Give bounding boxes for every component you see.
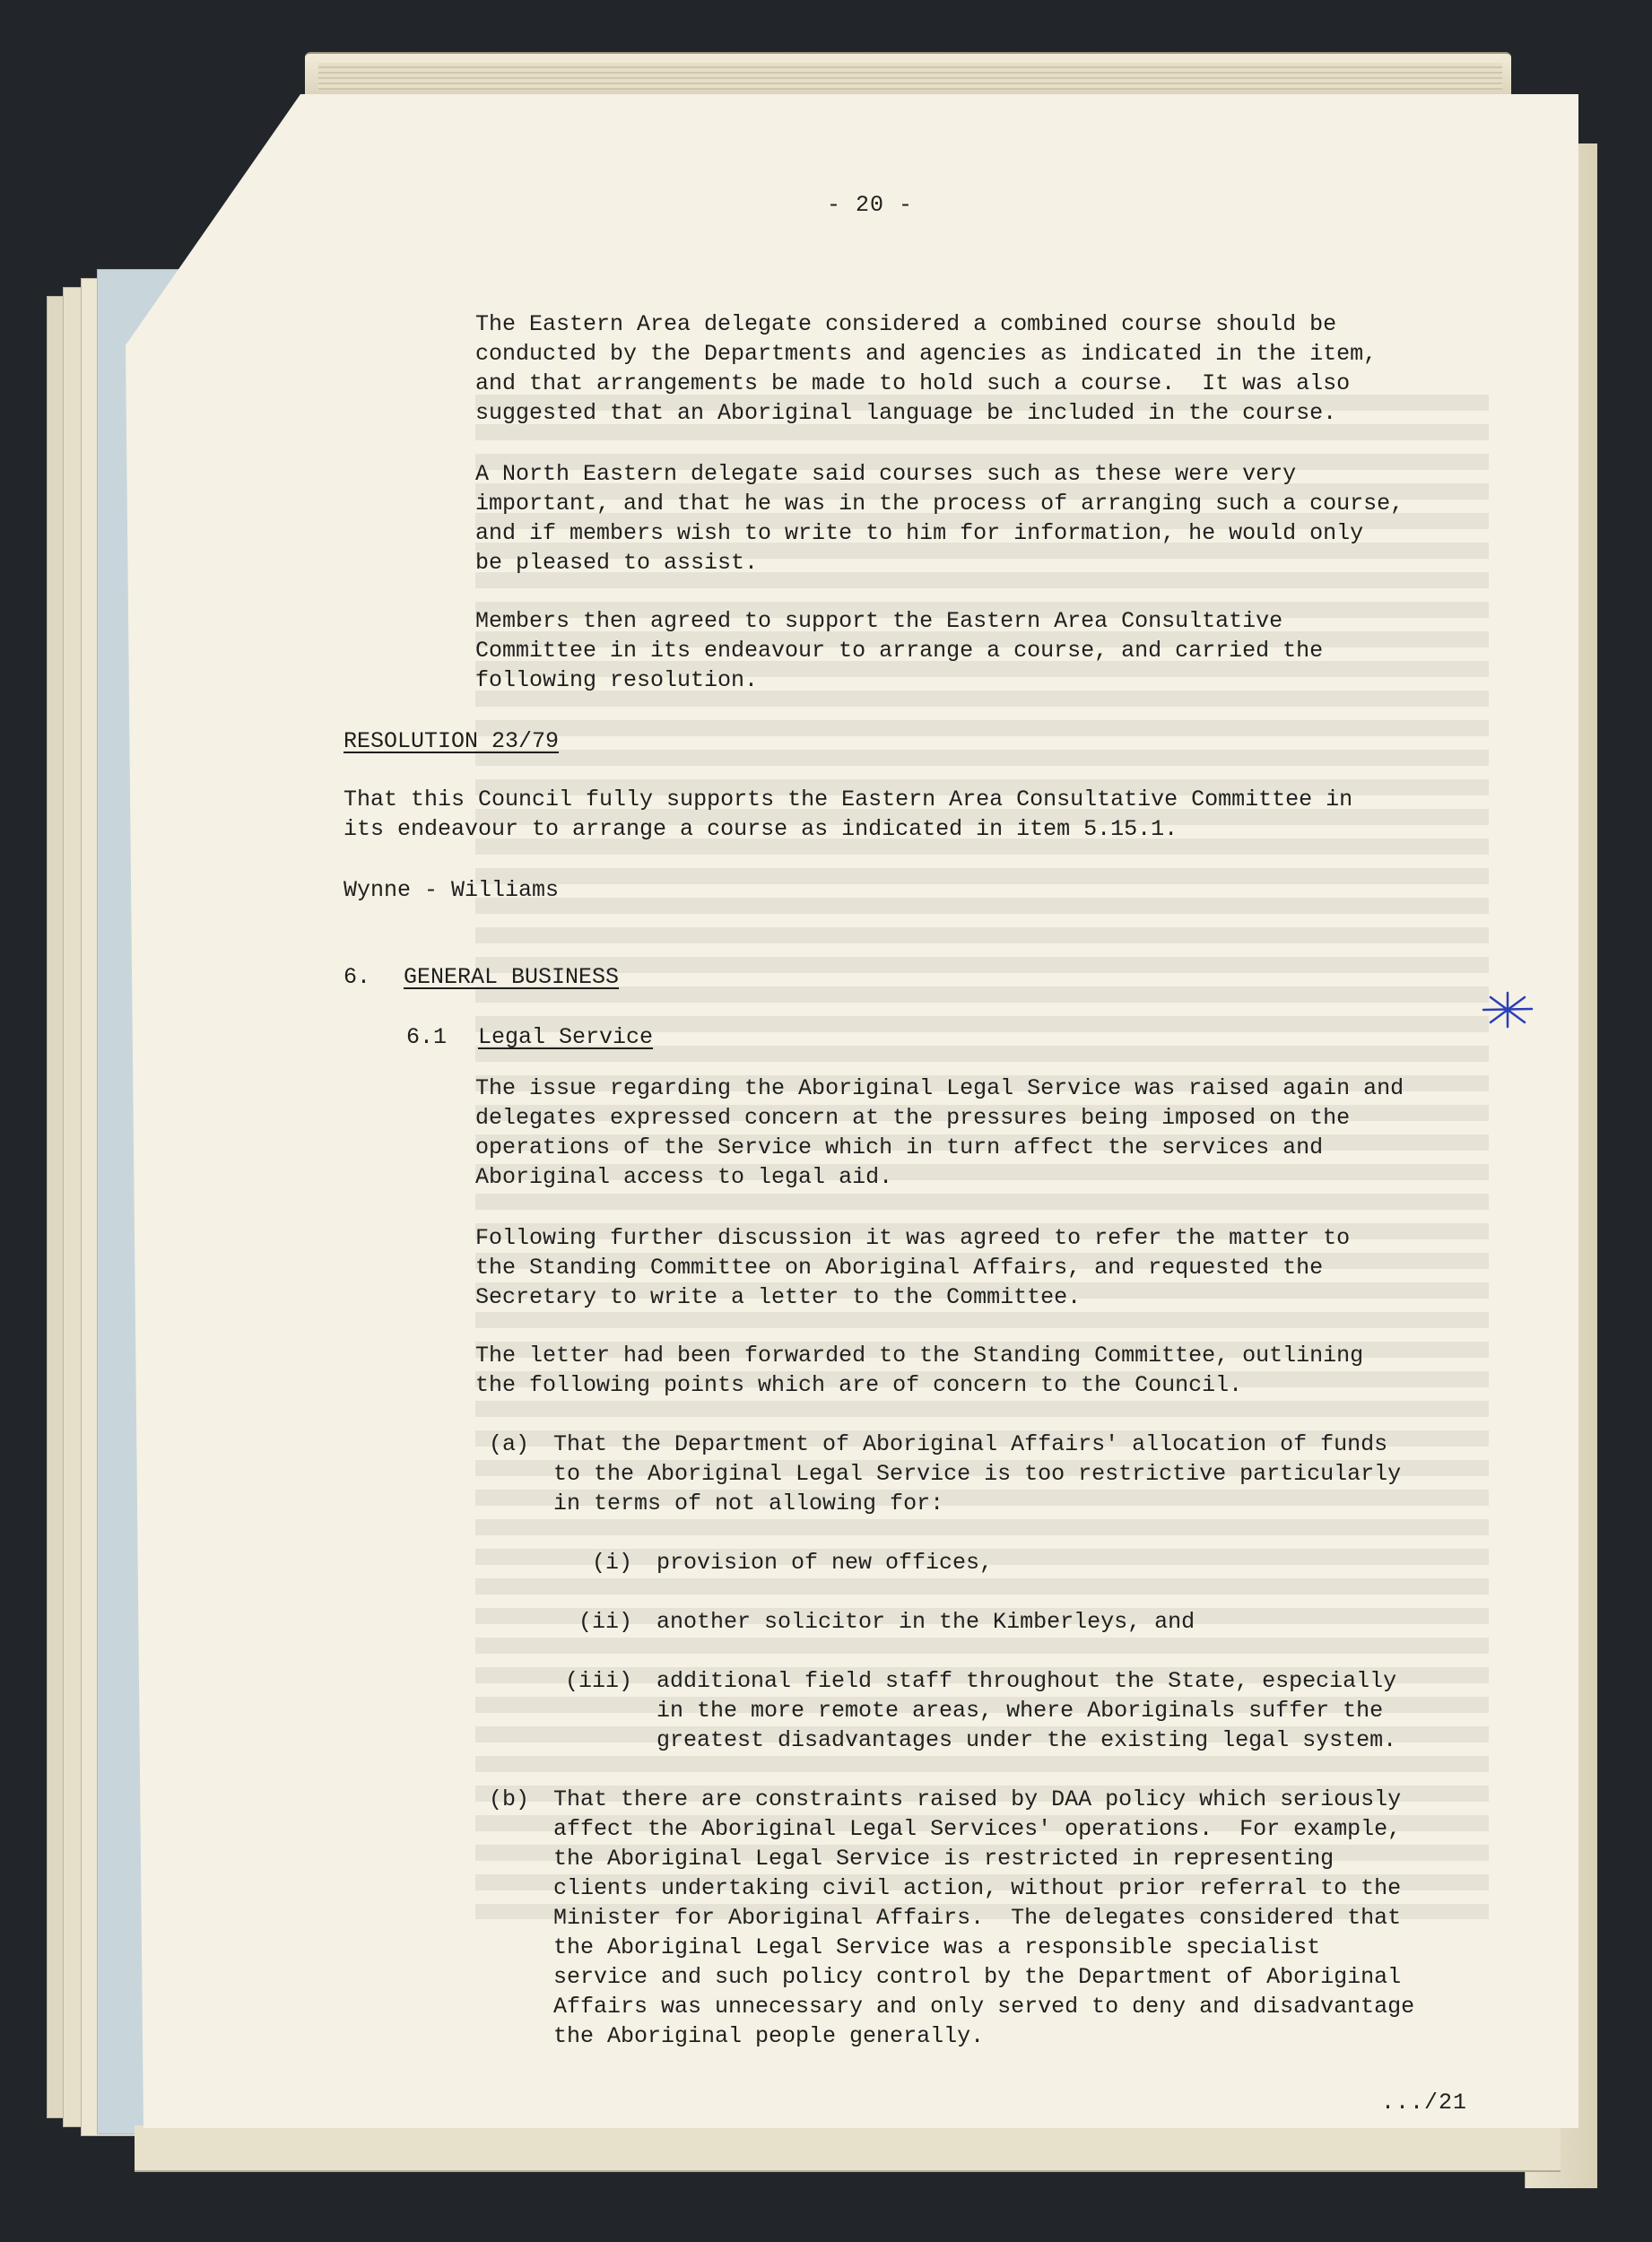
item-a-text: That the Department of Aboriginal Affairs' allocation of funds to the Aboriginal Legal Service is too restrictive particularly in terms of not allowing for:	[553, 1431, 1402, 1516]
paragraph-eastern-area: The Eastern Area delegate considered a combined course should be conducted by the Departments and agencies as indicated in the item, and that arrangements be made to hold such a course. It was also suggested that an Aboriginal language be included in the course.	[475, 311, 1378, 426]
paragraph-north-eastern: A North Eastern delegate said courses such as these were very important, and that he was in the process of arranging such a course, and if members wish to write to him for information, he would only be pleased to assist.	[475, 461, 1404, 576]
subsection-heading: Legal Service	[478, 1024, 654, 1050]
paragraph-further-discussion: Following further discussion it was agreed to refer the matter to the Standing Committee on Aboriginal Affairs, and requested the Secretary to write a letter to the Committee.	[475, 1225, 1351, 1310]
item-i-text: provision of new offices,	[656, 1550, 994, 1576]
resolution-heading: RESOLUTION 23/79	[343, 728, 560, 754]
item-b-text: That there are constraints raised by DAA policy which seriously affect the Aboriginal Legal Services' operations. For example, the Aboriginal Legal Service is restricted in representing clients undertaking civil action, without prior referral to the Minister for Aboriginal Affairs. The delegates considered that the Aboriginal Legal Service was a responsible specialist service and such policy control by the Department of Aboriginal Affairs was unnecessary and only served to deny and disadvantage the Aboriginal people generally.	[553, 1786, 1415, 2049]
handwritten-asterisk-icon	[1480, 990, 1535, 1030]
page-number: - 20 -	[826, 192, 913, 218]
section-heading: GENERAL BUSINESS	[404, 964, 620, 990]
item-b-label: (b)	[489, 1786, 530, 1812]
resolution-text: That this Council fully supports the Eastern Area Consultative Committee in its endeavour to arrange a course as indicated in item 5.15.1.	[343, 786, 1353, 842]
item-ii-label: (ii)	[578, 1609, 632, 1635]
paragraph-letter-forwarded: The letter had been forwarded to the Standing Committee, outlining the following points which are of concern to the Council.	[475, 1343, 1364, 1398]
section-number: 6.	[343, 964, 371, 990]
paragraph-legal-issue: The issue regarding the Aboriginal Legal Service was raised again and delegates expressed concern at the pressures being imposed on the operations of the Service which in turn affect the services and Aboriginal access to legal aid.	[475, 1075, 1404, 1190]
paragraph-members-agreed: Members then agreed to support the Eastern Area Consultative Committee in its endeavour to arrange a course, and carried the following resolution.	[475, 608, 1324, 693]
continued-marker: .../21	[1381, 2090, 1468, 2116]
resolution-movers: Wynne - Williams	[343, 877, 560, 903]
item-ii-text: another solicitor in the Kimberleys, and	[656, 1609, 1196, 1635]
item-a-label: (a)	[489, 1431, 530, 1457]
item-iii-label: (iii)	[564, 1668, 632, 1694]
item-i-label: (i)	[591, 1550, 632, 1576]
subsection-number: 6.1	[406, 1024, 448, 1050]
item-iii-text: additional field staff throughout the State, especially in the more remote areas, where Aboriginals suffer the greatest disadvantages under the existing legal system.	[656, 1668, 1397, 1753]
